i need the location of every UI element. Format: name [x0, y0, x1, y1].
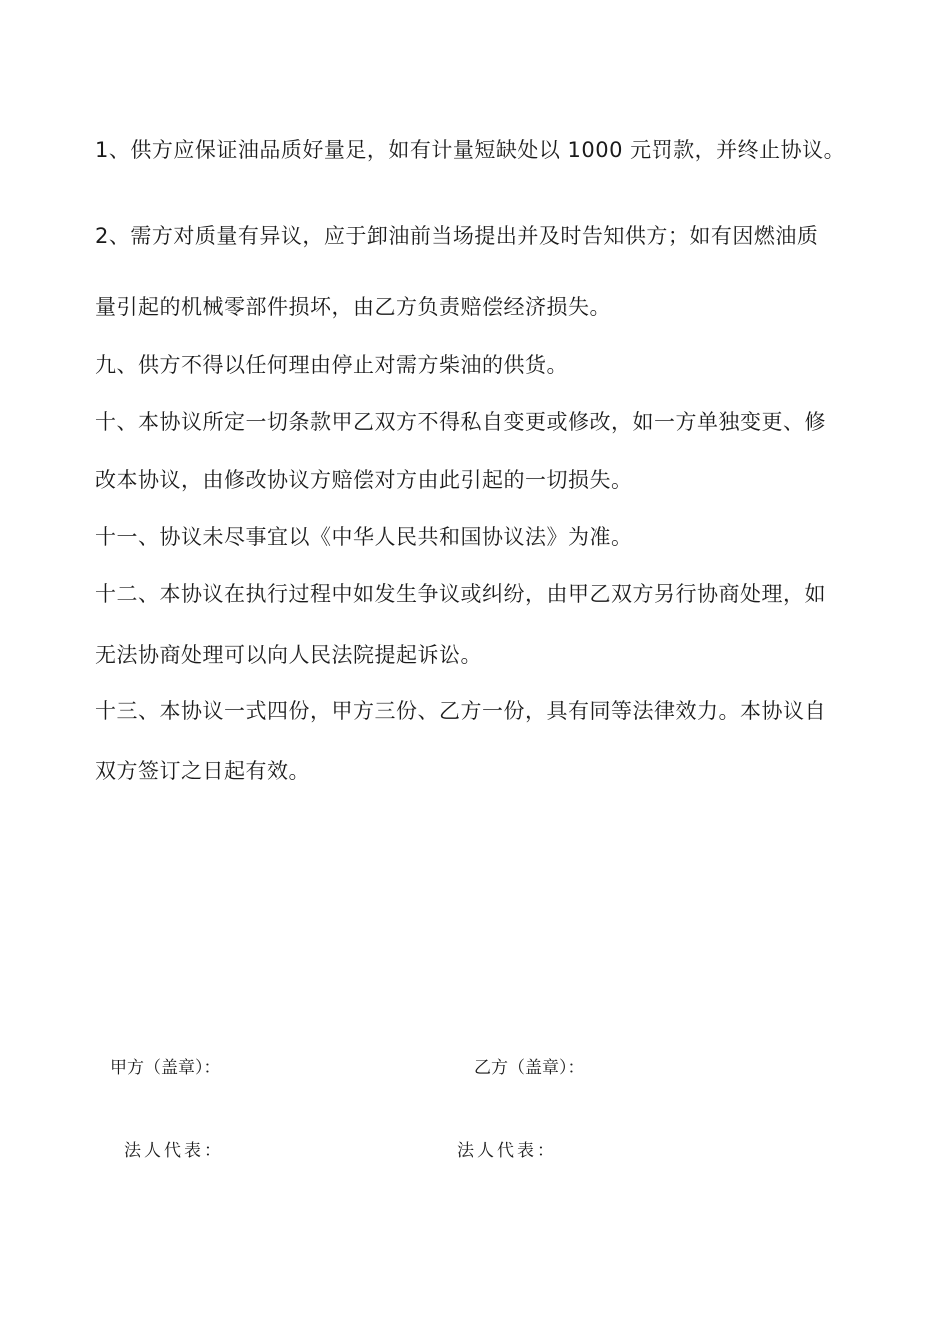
clause-12-line-1: 十二、本协议在执行过程中如发生争议或纠纷，由甲乙双方另行协商处理，如: [95, 582, 826, 606]
clause-1-line-1: 1、供方应保证油品质好量足，如有计量短缺处以 1000 元罚款，并终止协议。: [95, 138, 846, 162]
clause-10-line-2: 改本协议，由修改协议方赔偿对方由此引起的一切损失。: [95, 468, 633, 492]
clause-11-line-1: 十一、协议未尽事宜以《中华人民共和国协议法》为准。: [95, 525, 633, 549]
clause-9-line-1: 九、供方不得以任何理由停止对需方柴油的供货。: [95, 353, 568, 377]
clause-13-line-2: 双方签订之日起有效。: [95, 759, 310, 783]
party-b-representative-label: 法人代表：: [457, 1141, 557, 1161]
clause-10-line-1: 十、本协议所定一切条款甲乙双方不得私自变更或修改，如一方单独变更、修: [95, 410, 826, 434]
party-a-seal-label: 甲方（盖章）：: [110, 1058, 221, 1078]
clause-13-line-1: 十三、本协议一式四份，甲方三份、乙方一份，具有同等法律效力。本协议自: [95, 699, 826, 723]
clause-2-line-2: 量引起的机械零部件损坏，由乙方负责赔偿经济损失。: [95, 295, 611, 319]
clause-2-line-1: 2、需方对质量有异议，应于卸油前当场提出并及时告知供方；如有因燃油质: [95, 224, 819, 248]
party-a-representative-label: 法人代表：: [124, 1141, 224, 1161]
clause-12-line-2: 无法协商处理可以向人民法院提起诉讼。: [95, 643, 482, 667]
party-b-seal-label: 乙方（盖章）：: [474, 1058, 585, 1078]
